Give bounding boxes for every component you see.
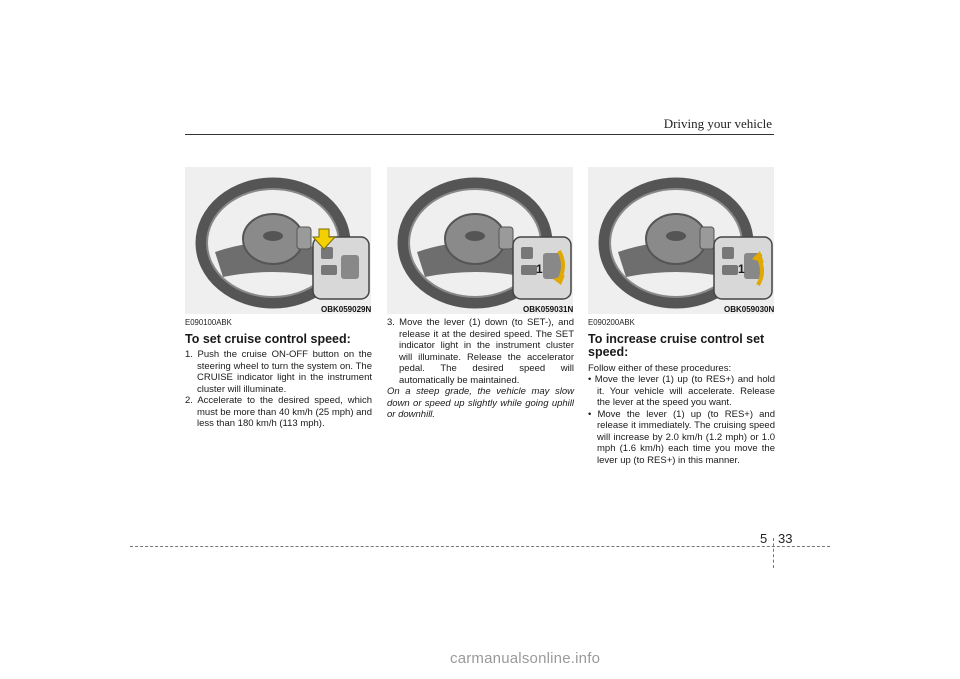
steering-wheel-icon — [185, 167, 371, 314]
section-code: E090200ABK — [588, 318, 635, 327]
callout-label: 1 — [536, 262, 543, 276]
column-set-speed — [185, 317, 372, 430]
step-item: 3. Move the lever (1) down (to SET-), and release it at the desired speed. The SET indicator light in the instrument cluster will illuminate. Release the accelerator pedal. The desired speed will automatically be maintained. — [387, 317, 574, 386]
figure-code: OBK059030N — [724, 305, 775, 314]
column-set-speed-continued — [387, 317, 574, 421]
steering-wheel-figure-3 — [588, 167, 774, 314]
header-rule — [185, 134, 774, 135]
section-title: Driving your vehicle — [663, 116, 772, 131]
figure-code: OBK059031N — [523, 305, 574, 314]
bullet-item: • Move the lever (1) up (to RES+) and hold it. Your vehicle will accelerate. Release the lever at the speed you want. — [588, 374, 775, 408]
intro-text: Follow either of these procedures: — [588, 362, 732, 374]
footer-rule — [130, 546, 830, 547]
callout-label: 1 — [738, 262, 745, 276]
footer-divider — [773, 538, 774, 568]
steering-wheel-figure-1 — [185, 167, 371, 314]
bullet-item: • Move the lever (1) up (to RES+) and release it immediately. The cruising speed will increase by 2.0 km/h (1.2 mph) or 1.0 mph (1.6 km/h) each time you move the lever up (to RES+) in this manner. — [588, 408, 775, 466]
chapter-number: 5 — [760, 531, 768, 546]
note-text: On a steep grade, the vehicle may slow down or speed up slightly while going uphill or downhill. — [387, 386, 574, 420]
section-code: E090100ABK — [185, 318, 232, 327]
section-heading: To increase cruise control set speed: — [588, 331, 765, 359]
figure-code: OBK059029N — [321, 305, 372, 314]
watermark: carmanualsonline.info — [450, 650, 601, 667]
steering-wheel-icon — [588, 167, 774, 314]
step-item: 2. Accelerate to the desired speed, which must be more than 40 km/h (25 mph) and less than 180 km/h (113 mph). — [185, 395, 372, 429]
step-item: 1. Push the cruise ON-OFF button on the steering wheel to turn the system on. The CRUISE indicator light in the instrument cluster will illuminate. — [185, 349, 372, 395]
steering-wheel-icon — [387, 167, 573, 314]
steering-wheel-figure-2 — [387, 167, 573, 314]
page-number: 33 — [778, 531, 793, 546]
section-heading: To set cruise control speed: — [185, 331, 351, 346]
column-increase-speed — [588, 317, 775, 466]
